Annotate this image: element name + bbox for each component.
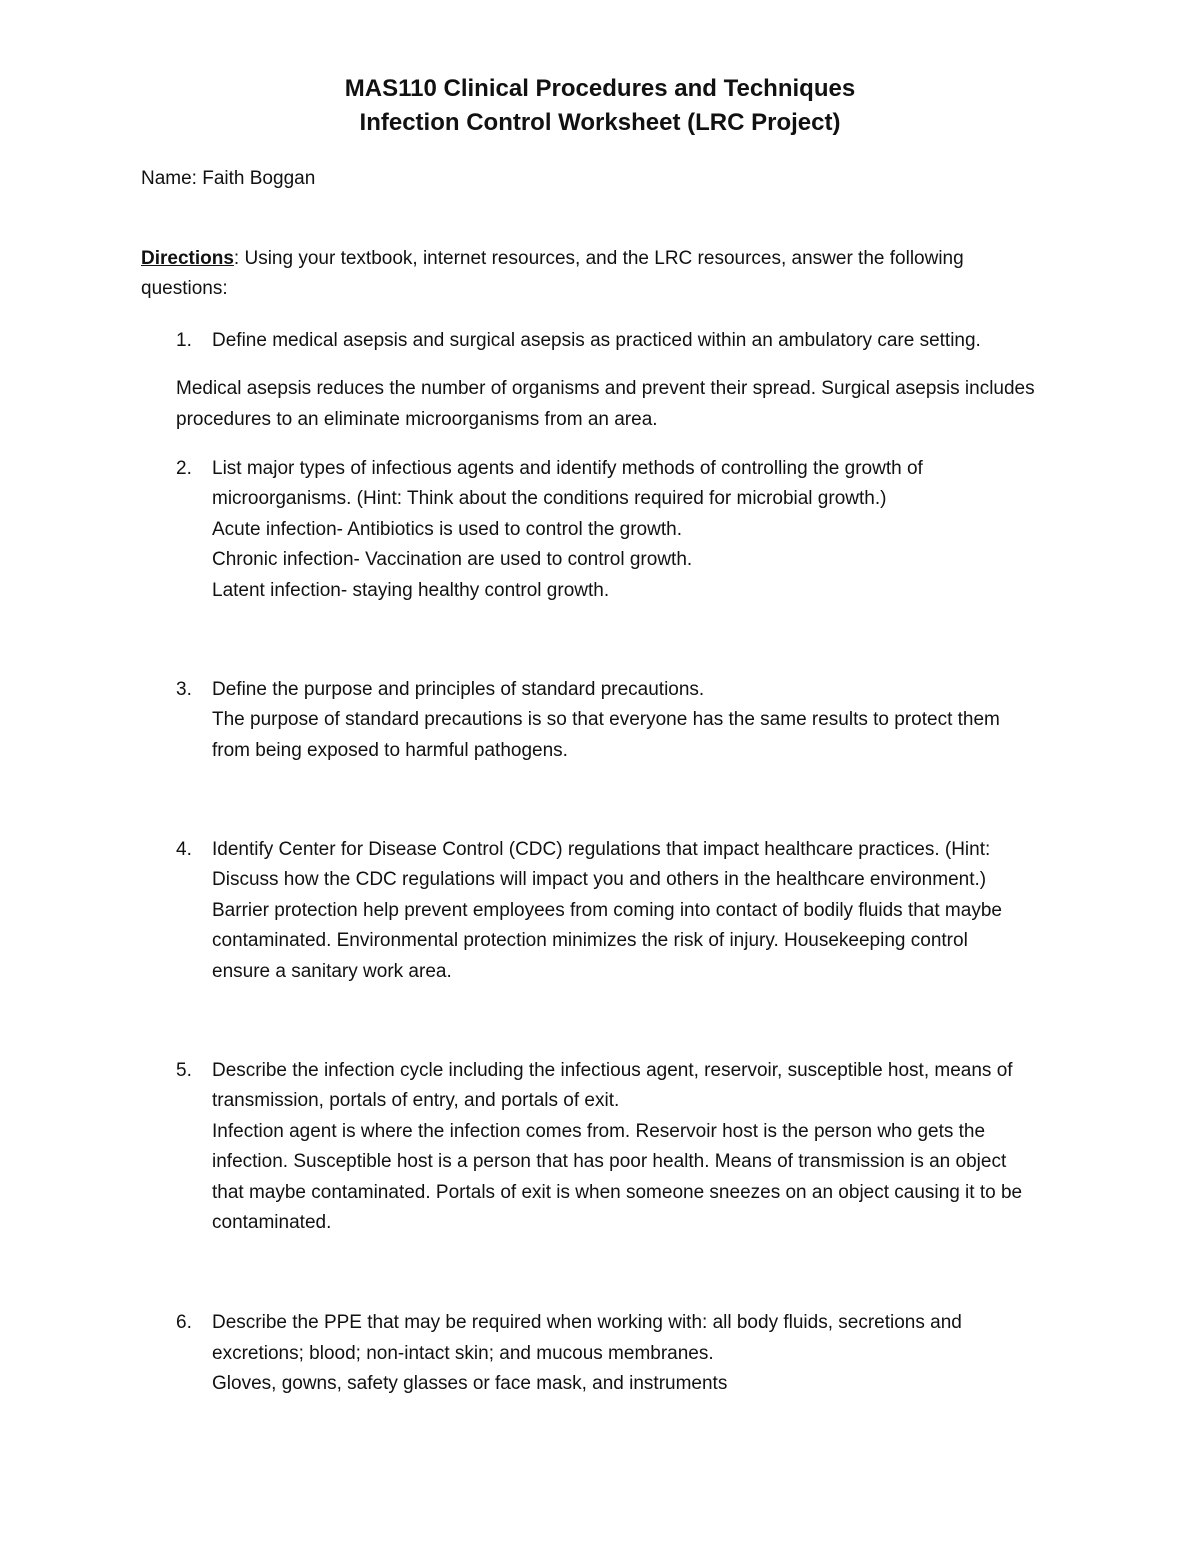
answer-line: that maybe contaminated. Portals of exit is when someone sneezes on an object causing it to be [212,1182,1023,1203]
answer-line: procedures to an eliminate microorganisms from an area. [176,409,658,430]
question-number: 5. [176,1060,192,1081]
worksheet-title: Infection Control Worksheet (LRC Project) [359,109,841,136]
answer-line: Latent infection- staying healthy control growth. [212,580,610,601]
question-prompt: Define medical asepsis and surgical asepsis as practiced within an ambulatory care setting. [212,330,981,351]
question-number: 3. [176,679,192,700]
question-prompt: Describe the infection cycle including the infectious agent, reservoir, susceptible host, means of [212,1060,1013,1081]
directions-text: : Using your textbook, internet resources, and the LRC resources, answer the following [233,248,964,269]
answer-line: Medical asepsis reduces the number of organisms and prevent their spread. Surgical asepsis includes [176,378,1035,399]
directions-label: Directions [141,248,234,269]
question-prompt: Identify Center for Disease Control (CDC) regulations that impact healthcare practices. (Hint: [212,839,991,860]
question-prompt: Discuss how the CDC regulations will impact you and others in the healthcare environment.) [212,869,987,890]
answer-line: infection. Susceptible host is a person that has poor health. Means of transmission is an object [212,1151,1007,1172]
answer-line: Gloves, gowns, safety glasses or face mask, and instruments [212,1373,728,1394]
question-prompt: Define the purpose and principles of standard precautions. [212,679,705,700]
answer-line: Chronic infection- Vaccination are used to control growth. [212,549,693,570]
answer-line: contaminated. Environmental protection minimizes the risk of injury. Housekeeping control [212,930,968,951]
course-title: MAS110 Clinical Procedures and Techniques [344,75,856,102]
student-name: Name: Faith Boggan [141,168,316,189]
question-prompt: Describe the PPE that may be required when working with: all body fluids, secretions and [212,1312,962,1333]
question-prompt: List major types of infectious agents and identify methods of controlling the growth of [212,458,923,479]
answer-line: ensure a sanitary work area. [212,961,452,982]
answer-line: Infection agent is where the infection comes from. Reservoir host is the person who gets the [212,1121,986,1142]
question-prompt: microorganisms. (Hint: Think about the conditions required for microbial growth.) [212,488,887,509]
answer-line: Acute infection- Antibiotics is used to control the growth. [212,519,682,540]
question-prompt: excretions; blood; non-intact skin; and mucous membranes. [212,1343,714,1364]
question-number: 2. [176,458,192,479]
directions-line-1 [141,244,964,274]
question-prompt: transmission, portals of entry, and portals of exit. [212,1090,620,1111]
question-number: 6. [176,1312,192,1333]
answer-line: Barrier protection help prevent employees from coming into contact of bodily fluids that maybe [212,900,1002,921]
directions-line-2: questions: [141,278,228,299]
question-number: 4. [176,839,192,860]
answer-line: The purpose of standard precautions is so that everyone has the same results to protect them [212,709,1000,730]
answer-line: contaminated. [212,1212,332,1233]
question-number: 1. [176,330,192,351]
answer-line: from being exposed to harmful pathogens. [212,740,568,761]
